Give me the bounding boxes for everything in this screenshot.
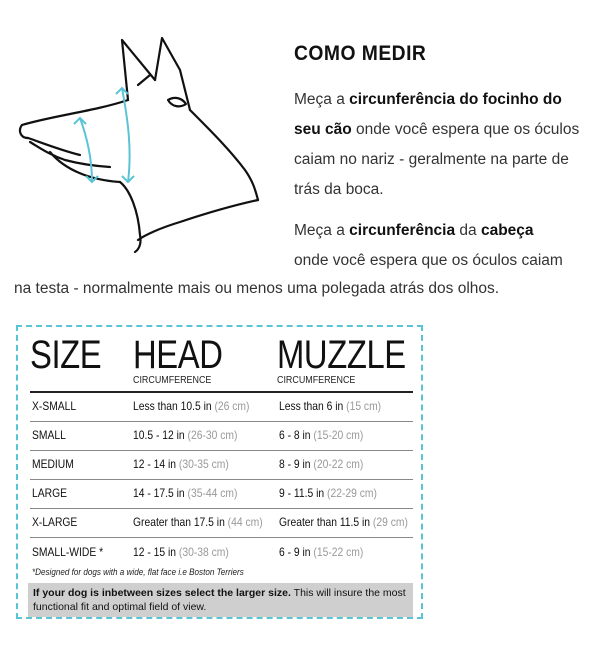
row-divider xyxy=(30,508,413,509)
size-row xyxy=(30,486,413,506)
muzzle-value: Less than 6 in (15 cm) xyxy=(279,399,382,413)
muzzle-value: 6 - 8 in (15-20 cm) xyxy=(279,428,364,442)
head-instruction: Meça a circunferência da cabeça onde você espera que os óculos caiam xyxy=(294,222,563,269)
header-rule xyxy=(30,391,413,393)
sizing-tip: If your dog is inbetween sizes select the larger size. This will insure the most functional fit and optimal field of view. xyxy=(28,583,413,617)
dog-head-measure-icon xyxy=(10,30,275,255)
head-value: Greater than 17.5 in (44 cm) xyxy=(133,515,263,529)
size-row xyxy=(30,457,413,477)
muzzle-value: 9 - 11.5 in (22-29 cm) xyxy=(279,486,377,500)
row-divider xyxy=(30,421,413,422)
size-name: SMALL xyxy=(32,428,66,442)
muzzle-value: 8 - 9 in (20-22 cm) xyxy=(279,457,364,471)
size-row xyxy=(30,428,413,448)
muzzle-value: Greater than 11.5 in (29 cm) xyxy=(279,515,408,529)
head-value: 12 - 14 in (30-35 cm) xyxy=(133,457,229,471)
muzzle-instruction: Meça a circunferência do focinho do seu cão onde você espera que os óculos caiam no nariz - geralmente na parte de trás da boca. xyxy=(294,91,580,198)
head-value: 10.5 - 12 in (26-30 cm) xyxy=(133,428,238,442)
head-value: 12 - 15 in (30-38 cm) xyxy=(133,545,229,559)
size-row xyxy=(30,545,413,565)
size-name: X-SMALL xyxy=(32,399,77,413)
col-head-header: HEAD CIRCUMFERENCE xyxy=(133,333,223,386)
row-divider xyxy=(30,450,413,451)
size-name: SMALL-WIDE * xyxy=(32,545,104,559)
row-divider xyxy=(30,537,413,538)
head-instruction-continued: na testa - normalmente mais ou menos uma polegada atrás dos olhos. xyxy=(14,280,500,297)
col-size-header: SIZE xyxy=(30,333,102,377)
head-value: 14 - 17.5 in (35-44 cm) xyxy=(133,486,238,500)
muzzle-value: 6 - 9 in (15-22 cm) xyxy=(279,545,364,559)
row-divider xyxy=(30,479,413,480)
size-chart xyxy=(16,325,423,619)
size-name: X-LARGE xyxy=(32,515,78,529)
size-row xyxy=(30,399,413,419)
size-row xyxy=(30,515,413,535)
small-wide-footnote: *Designed for dogs with a wide, flat face i.e Boston Terriers xyxy=(32,567,244,577)
size-name: MEDIUM xyxy=(32,457,74,471)
size-name: LARGE xyxy=(32,486,67,500)
section-title: COMO MEDIR xyxy=(294,42,427,65)
head-value: Less than 10.5 in (26 cm) xyxy=(133,399,250,413)
col-muzzle-header: MUZZLE CIRCUMFERENCE xyxy=(277,333,406,386)
